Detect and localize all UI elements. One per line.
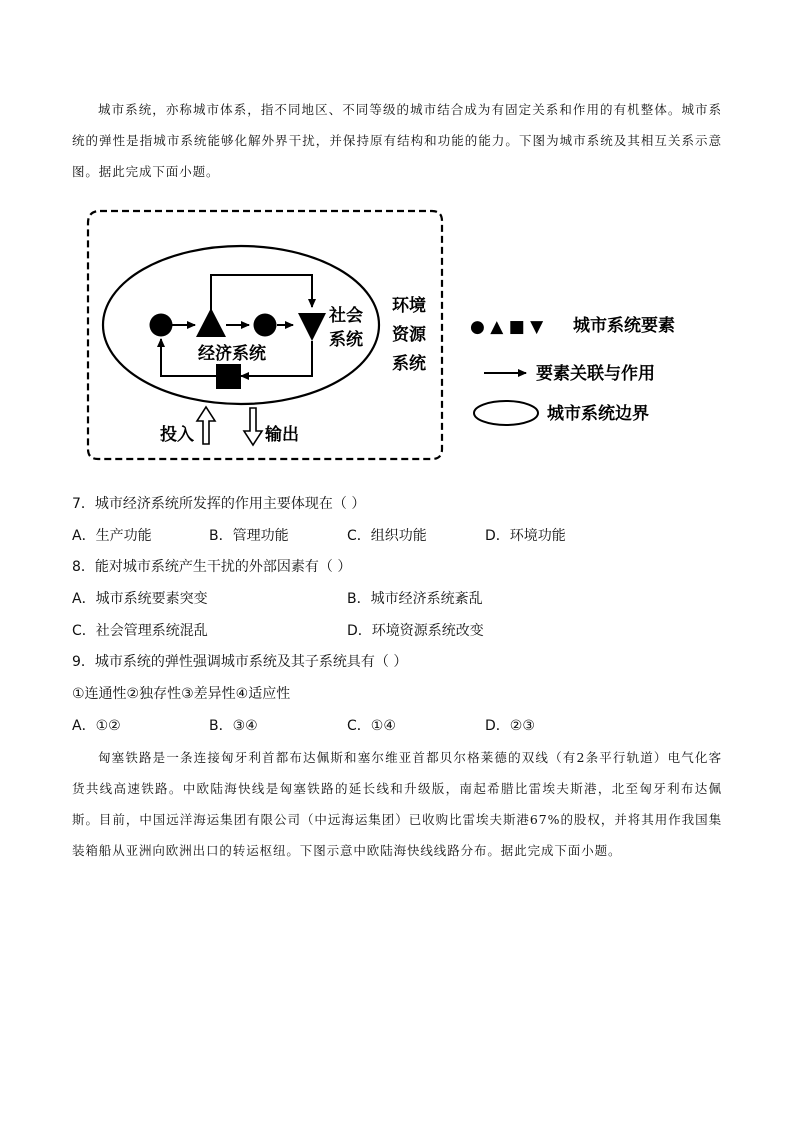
env-system-label-3: 系统 [392,354,426,374]
city-system-diagram [0,200,794,480]
q9-option-a[interactable]: A．①② [72,718,121,734]
social-system-label-1: 社会 [329,306,363,326]
q7-option-c[interactable]: C．组织功能 [347,528,427,544]
env-system-label-2: 资源 [392,325,426,345]
legend-boundary-label: 城市系统边界 [547,404,649,424]
q9-option-c[interactable]: C．①④ [347,718,396,734]
intro-paragraph-1 [72,94,722,187]
intro-paragraph-2 [72,742,722,866]
output-label: 输出 [265,425,299,445]
q8-option-d[interactable]: D．环境资源系统改变 [347,623,484,639]
question-9-stem: 9．城市系统的弹性强调城市系统及其子系统具有（ ） [72,654,408,670]
q8-option-b[interactable]: B．城市经济系统紊乱 [347,591,483,607]
q8-option-a[interactable]: A．城市系统要素突变 [72,591,208,607]
element-square [216,364,241,389]
legend-arrow-label: 要素关联与作用 [536,364,655,384]
economic-system-label: 经济系统 [198,344,266,364]
element-circle-2 [254,314,277,337]
q7-option-b[interactable]: B．管理功能 [209,528,289,544]
legend-boundary-icon [474,401,538,425]
input-label: 投入 [160,425,194,445]
q8-option-c[interactable]: C．社会管理系统混乱 [72,623,208,639]
legend-shapes: ● ▲ ■ ▼ [470,317,544,337]
element-triangle-up [196,308,226,337]
q7-option-d[interactable]: D．环境功能 [485,528,566,544]
intro-text-1: 城市系统，亦称城市体系，指不同地区、不同等级的城市结合成为有固定关系和作用的有机整体。城市系统的弹性是指城市系统能够化解外界干扰，并保持原有结构和功能的能力。下图为城市系统及其相互关系示意图。据此完成下面小题。 [72,102,722,179]
social-system-label-2: 系统 [329,330,363,350]
element-circle-1 [150,314,173,337]
question-8-stem: 8．能对城市系统产生干扰的外部因素有（ ） [72,559,352,575]
q9-option-b[interactable]: B．③④ [209,718,258,734]
question-9-choices: ①连通性②独存性③差异性④适应性 [72,686,291,702]
element-triangle-down [298,313,326,341]
intro-text-2: 匈塞铁路是一条连接匈牙利首都布达佩斯和塞尔维亚首都贝尔格莱德的双线（有2条平行轨道）电气化客货共线高速铁路。中欧陆海快线是匈塞铁路的延长线和升级版，南起希腊比雷埃夫斯港，北至匈牙利布达佩斯。目前，中国远洋海运集团有限公司（中远海运集团）已收购比雷埃夫斯港67%的股权，并将其用作我国集装箱船从亚洲向欧洲出口的转运枢纽。下图示意中欧陆海快线线路分布。据此完成下面小题。 [72,750,722,858]
input-arrow-icon [197,407,215,444]
env-system-label-1: 环境 [392,296,426,316]
question-7-stem: 7．城市经济系统所发挥的作用主要体现在（ ） [72,496,366,512]
q9-option-d[interactable]: D．②③ [485,718,535,734]
output-arrow-icon [244,408,262,445]
q7-option-a[interactable]: A．生产功能 [72,528,152,544]
legend-elements-label: 城市系统要素 [573,316,675,336]
